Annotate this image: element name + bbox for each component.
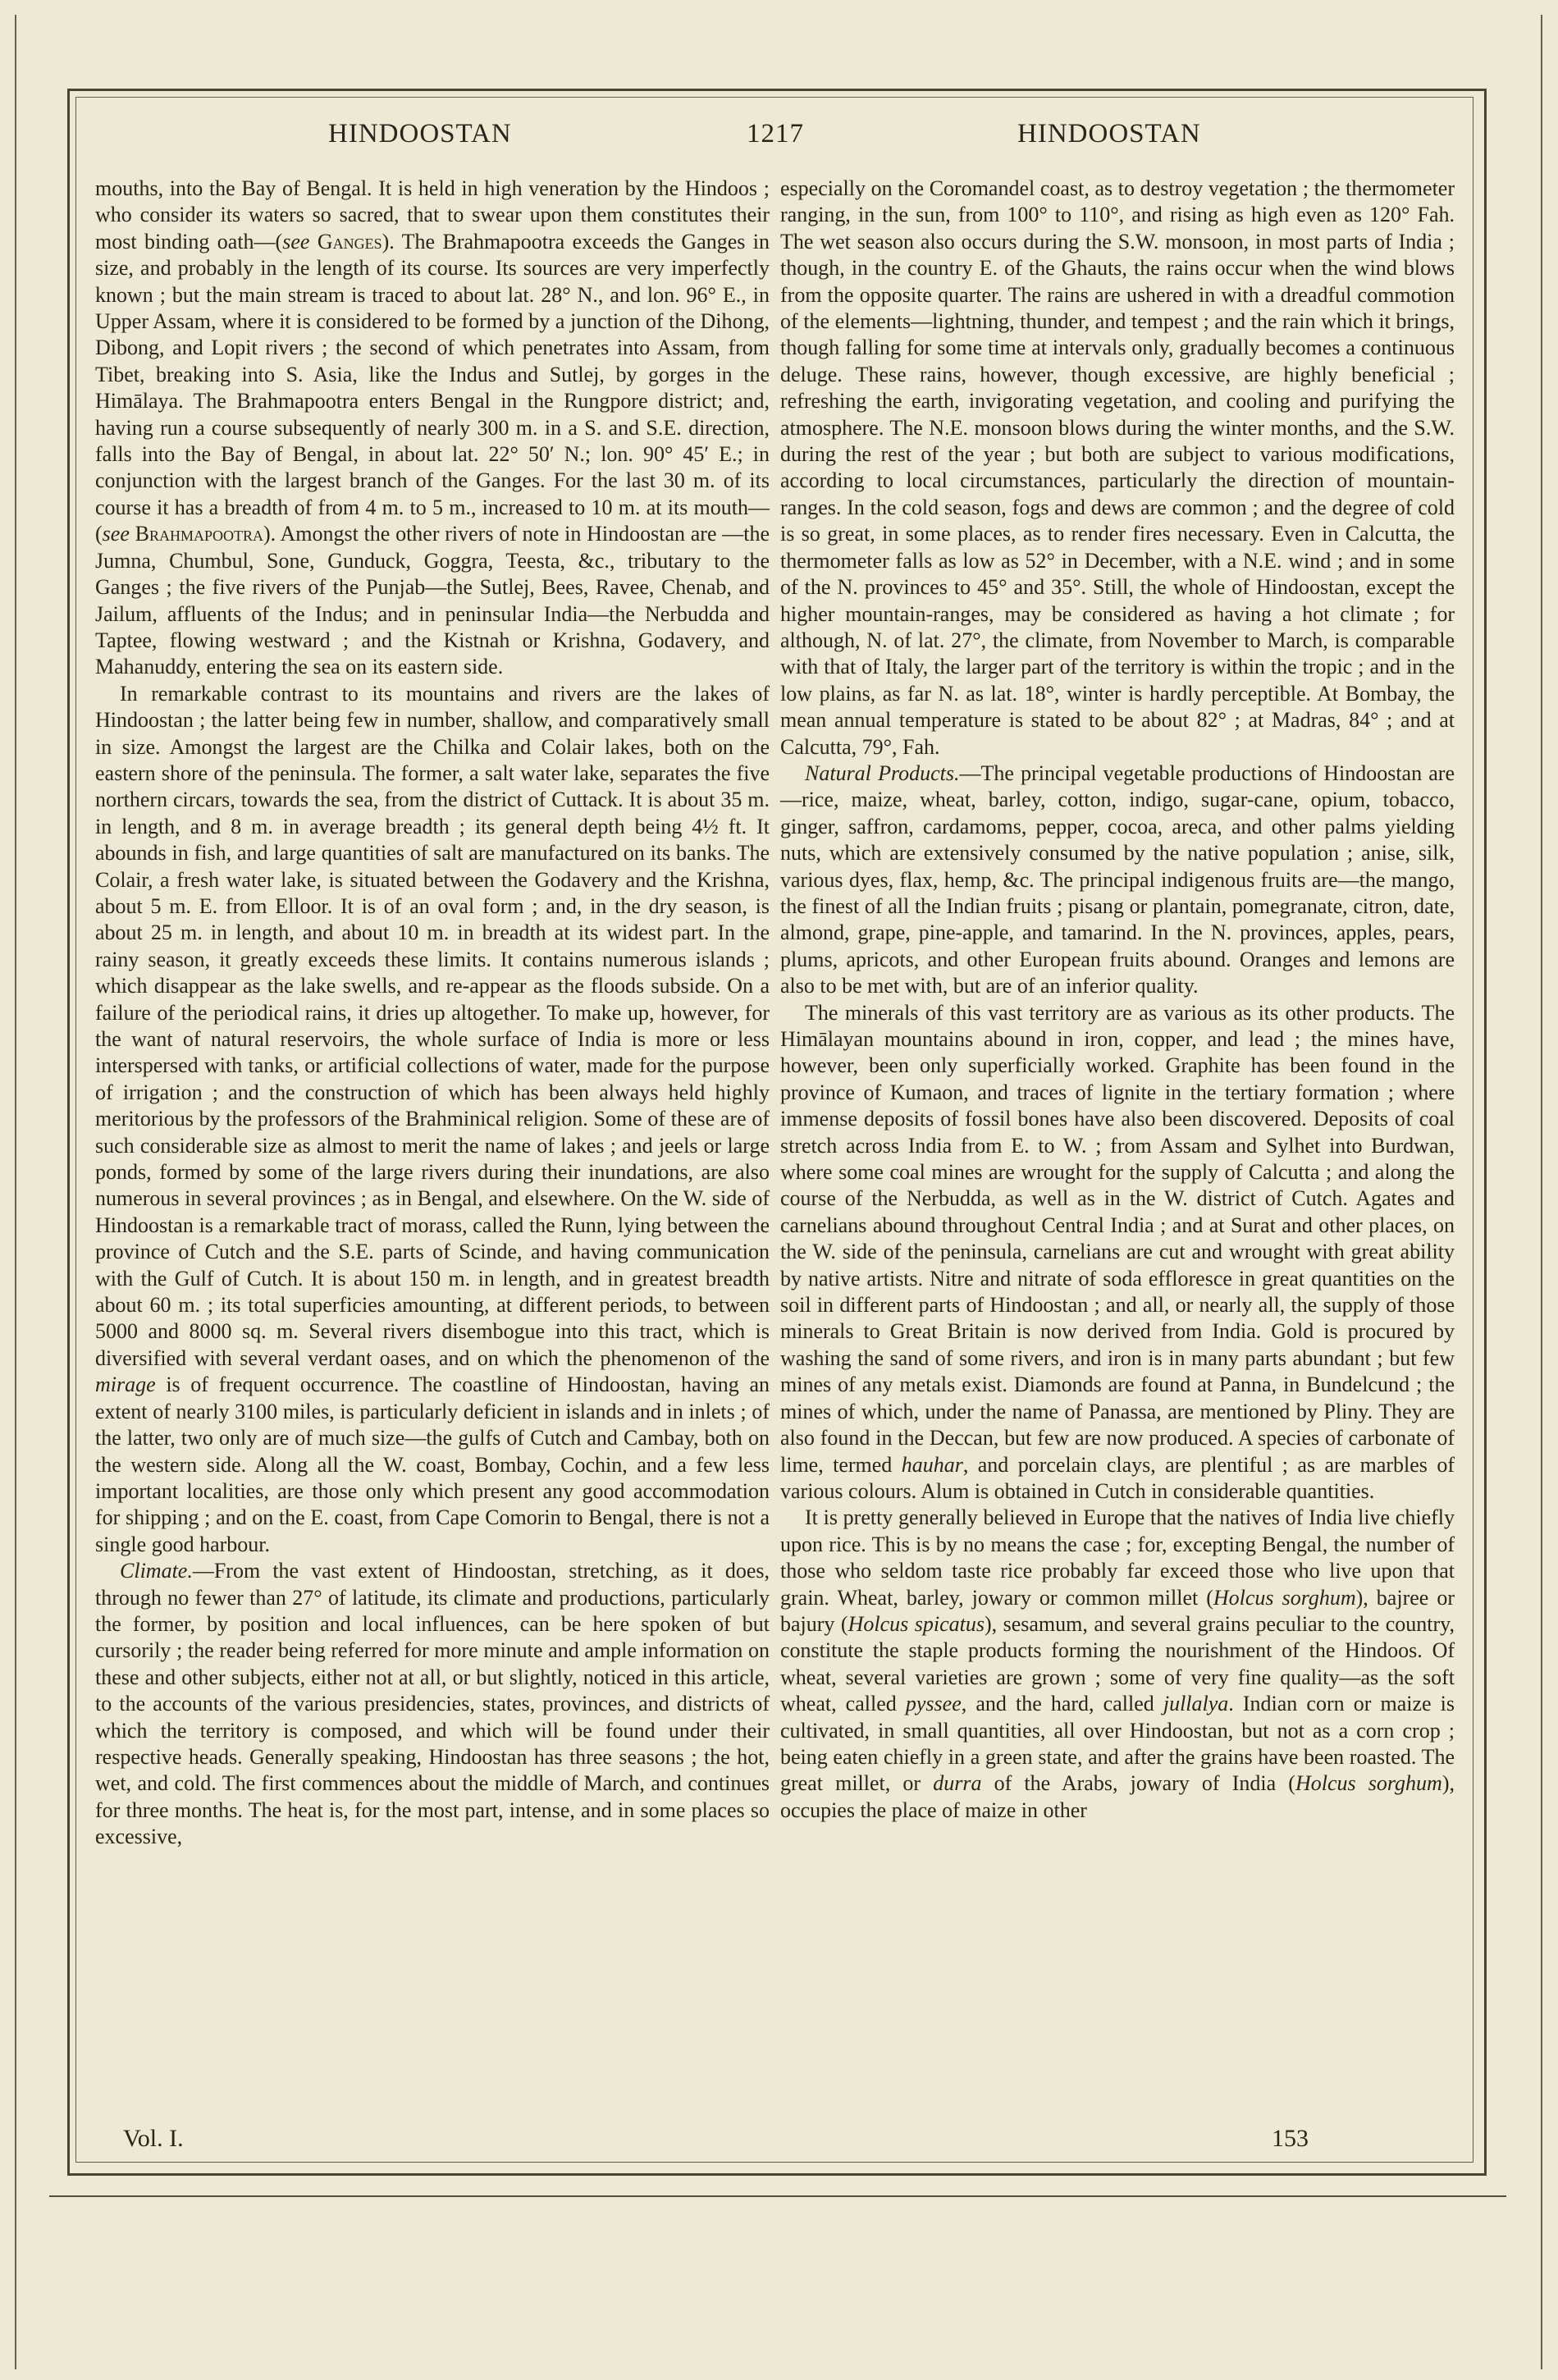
paragraph-grains: It is pretty generally believed in Europe that the natives of India live chiefly upon rice. This is by no means the case ; for, excepting Bengal, the number of those who seldom taste rice probably far exceed those who live upon that grain. Wheat, barley, jowary or common millet (Holcus sorghum), bajree or bajury (Holcus spicatus), sesamum, and several grains peculiar to the country, constitute the staple products forming the nourishment of the Hindoos. Of wheat, several varieties are grown ; some of very fine quality—as the soft wheat, called pyssee, and the hard, called jullalya. Indian corn or maize is cultivated, in small quantities, all over Hindoostan, but not as a corn crop ; being eaten chiefly in a green state, and after the grains have been roasted. The great millet, or durra of the Arabs, jowary of India (Holcus sorghum), occupies the place of maize in other xyxy=(780,1505,1455,1822)
right-column xyxy=(780,176,1455,1824)
cross-ref-brahmapootra: Brahmapootra xyxy=(135,522,263,546)
header-left-title: HINDOOSTAN xyxy=(328,119,512,148)
running-header xyxy=(107,119,1452,165)
cross-ref-ganges: Ganges xyxy=(317,229,382,254)
section-heading-climate: Climate. xyxy=(120,1559,193,1583)
left-column xyxy=(95,176,770,1851)
header-right-title: HINDOOSTAN xyxy=(1017,119,1201,148)
volume-mark: Vol. I. xyxy=(123,2125,184,2152)
paragraph-brahmapootra: mouths, into the Bay of Bengal. It is held in high veneration by the Hindoos ; who consider its waters so sacred, that to swear upon them constitutes their most binding oath—(see Ganges). The Brahmapootra exceeds the Ganges in size, and probably in the length of its course. Its sources are very imperfectly known ; but the main stream is traced to about lat. 28° N., and lon. 96° E., in Upper Assam, where it is considered to be formed by a junction of the Dihong, Dibong, and Lopit rivers ; the second of which penetrates into Assam, from Tibet, breaking into S. Asia, like the Indus and Sutlej, by gorges in the Himālaya. The Brahmapootra enters Bengal in the Rungpore district; and, having run a course subsequently of nearly 300 m. in a S. and S.E. direction, falls into the Bay of Bengal, in about lat. 22° 50′ N.; lon. 90° 45′ E.; in conjunction with the largest branch of the Ganges. For the last 30 m. of its course it has a breadth of from 4 m. to 5 m., increased to 10 m. at its mouth—(see Brahmapootra). Amongst the other rivers of note in Hindoostan are —the Jumna, Chumbul, Sone, Gunduck, Goggra, Teesta, &c., tributary to the Ganges ; the five rivers of the Punjab—the Sutlej, Bees, Ravee, Chenab, and Jailum, affluents of the Indus; and in peninsular India—the Nerbudda and Taptee, flowing westward ; and the Kistnah or Krishna, Godavery, and Mahanuddy, entering the sea on its eastern side. xyxy=(95,176,770,679)
paragraph-seasons: especially on the Coromandel coast, as to destroy vegetation ; the thermometer ranging, in the sun, from 100° to 110°, and rising as high even as 120° Fah. The wet season also occurs during the S.W. monsoon, in most parts of India ; though, in the country E. of the Ghauts, the rains occur when the wind blows from the opposite quarter. The rains are ushered in with a dreadful commotion of the elements—lightning, thunder, and tempest ; and the rain which it brings, though falling for some time at intervals only, gradually becomes a continuous deluge. These rains, however, though excessive, are highly beneficial ; refreshing the earth, invigorating vegetation, and cooling and purifying the atmosphere. The N.E. monsoon blows during the winter months, and the S.W. during the rest of the year ; but both are subject to various modifications, according to local circumstances, particularly the direction of mountain-ranges. In the cold season, fogs and dews are common ; and the degree of cold is so great, in some places, as to render fires necessary. Even in Calcutta, the thermometer falls as low as 52° in December, with a N.E. wind ; and in some of the N. provinces to 45° and 35°. Still, the whole of Hindoostan, except the higher mountain-ranges, may be considered as having a hot climate ; for although, N. of lat. 27°, the climate, from November to March, is comparable with that of Italy, the larger part of the territory is within the tropic ; and in the low plains, as far N. as lat. 18°, winter is hardly perceptible. At Bombay, the mean annual temperature is stated to be about 82° ; at Madras, 84° ; and at Calcutta, 79°, Fah. xyxy=(780,176,1455,759)
signature-mark: 153 xyxy=(1272,2125,1309,2152)
paragraph-climate: Climate.—From the vast extent of Hindoostan, stretching, as it does, through no fewer than 27° of latitude, its climate and productions, particularly the former, by position and local influences, can be here spoken of but cursorily ; the reader being referred for more minute and ample information on these and other subjects, either not at all, or but slightly, noticed in this article, to the accounts of the various presidencies, states, provinces, and districts of which the territory is composed, and which will be found under their respective heads. Generally speaking, Hindoostan has three seasons ; the hot, wet, and cold. The first commences about the middle of March, and continues for three months. The heat is, for the most part, intense, and in some places so excessive, xyxy=(95,1559,770,1849)
paragraph-natural-products: Natural Products.—The principal vegetable productions of Hindoostan are—rice, maize, wheat, barley, cotton, indigo, sugar-cane, opium, tobacco, ginger, saffron, cardamoms, pepper, cocoa, areca, and other palms yielding nuts, which are extensively consumed by the native population ; anise, silk, various dyes, flax, hemp, &c. The principal indigenous fruits are—the mango, the finest of all the Indian fruits ; pisang or plantain, pomegranate, citron, date, almond, grape, pine-apple, and tamarind. In the N. provinces, apples, pears, plums, apricots, and other European fruits abound. Oranges and lemons are also to be met with, but are of an inferior quality. xyxy=(780,761,1455,998)
page-number: 1217 xyxy=(747,119,804,148)
paragraph-lakes: In remarkable contrast to its mountains and rivers are the lakes of Hindoostan ; the latter being few in number, shallow, and comparatively small in size. Amongst the largest are the Chilka and Colair lakes, both on the eastern shore of the peninsula. The former, a salt water lake, separates the five northern circars, towards the sea, from the district of Cuttack. It is about 35 m. in length, and 8 m. in average breadth ; its general depth being 4½ ft. It abounds in fish, and large quantities of salt are manufactured on its banks. The Colair, a fresh water lake, is situated between the Godavery and the Krishna, about 5 m. E. from Elloor. It is of an oval form ; and, in the dry season, is about 25 m. in length, and about 10 m. in breadth at its widest part. In the rainy season, it greatly exceeds these limits. It contains numerous islands ; which disappear as the lake swells, and re-appear as the floods subside. On a failure of the periodical rains, it dries up altogether. To make up, however, for the want of natural reservoirs, the whole surface of India is more or less interspersed with tanks, or artificial collections of water, made for the purpose of irrigation ; and the construction of which has been always held highly meritorious by the professors of the Brahminical religion. Some of these are of such considerable size as almost to merit the name of lakes ; and jeels or large ponds, formed by some of the large rivers during their inundations, are also numerous in several provinces ; as in Bengal, and elsewhere. On the W. side of Hindoostan is a remarkable tract of morass, called the Runn, lying between the province of Cutch and the S.E. parts of Scinde, and having communication with the Gulf of Cutch. It is about 150 m. in length, and in greatest breadth about 60 m. ; its total superficies amounting, at different periods, to between 5000 and 8000 sq. m. Several rivers disembogue into this tract, which is diversified with several verdant oases, and on which the phenomenon of the mirage is of frequent occurrence. The coastline of Hindoostan, having an extent of nearly 3100 miles, is particularly deficient in islands and in inlets ; of the latter, two only are of much size—the gulfs of Cutch and Cambay, both on the western side. Along all the W. coast, Bombay, Cochin, and a few less important localities, are those only which present any good accommodation for shipping ; and on the E. coast, from Cape Comorin to Bengal, there is not a single good harbour. xyxy=(95,681,770,1556)
section-heading-natural-products: Natural Products. xyxy=(805,761,960,785)
paragraph-minerals: The minerals of this vast territory are as various as its other products. The Himālayan mountains abound in iron, copper, and lead ; the mines have, however, been only superficially worked. Graphite has been found in the province of Kumaon, and traces of lignite in the tertiary formation ; where immense deposits of fossil bones have also been discovered. Deposits of coal stretch across India from E. to W. ; from Assam and Sylhet into Burdwan, where some coal mines are wrought for the supply of Calcutta ; and along the course of the Nerbudda, as well as in the W. district of Cutch. Agates and carnelians abound throughout Central India ; and at Surat and other places, on the W. side of the peninsula, carnelians are cut and wrought with great ability by native artists. Nitre and nitrate of soda effloresce in great quantities on the soil in different parts of Hindoostan ; and all, or nearly all, the supply of those minerals to Great Britain is now derived from India. Gold is procured by washing the sand of some rivers, and iron is in many parts abundant ; but few mines of any metals exist. Diamonds are found at Panna, in Bundelcund ; the mines of which, under the name of Panassa, are mentioned by Pliny. They are also found in the Deccan, but few are now produced. A species of carbonate of lime, termed hauhar, and porcelain clays, are plentiful ; as are marbles of various colours. Alum is obtained in Cutch in considerable quantities. xyxy=(780,1000,1455,1503)
page-bottom-rule xyxy=(49,2195,1506,2197)
